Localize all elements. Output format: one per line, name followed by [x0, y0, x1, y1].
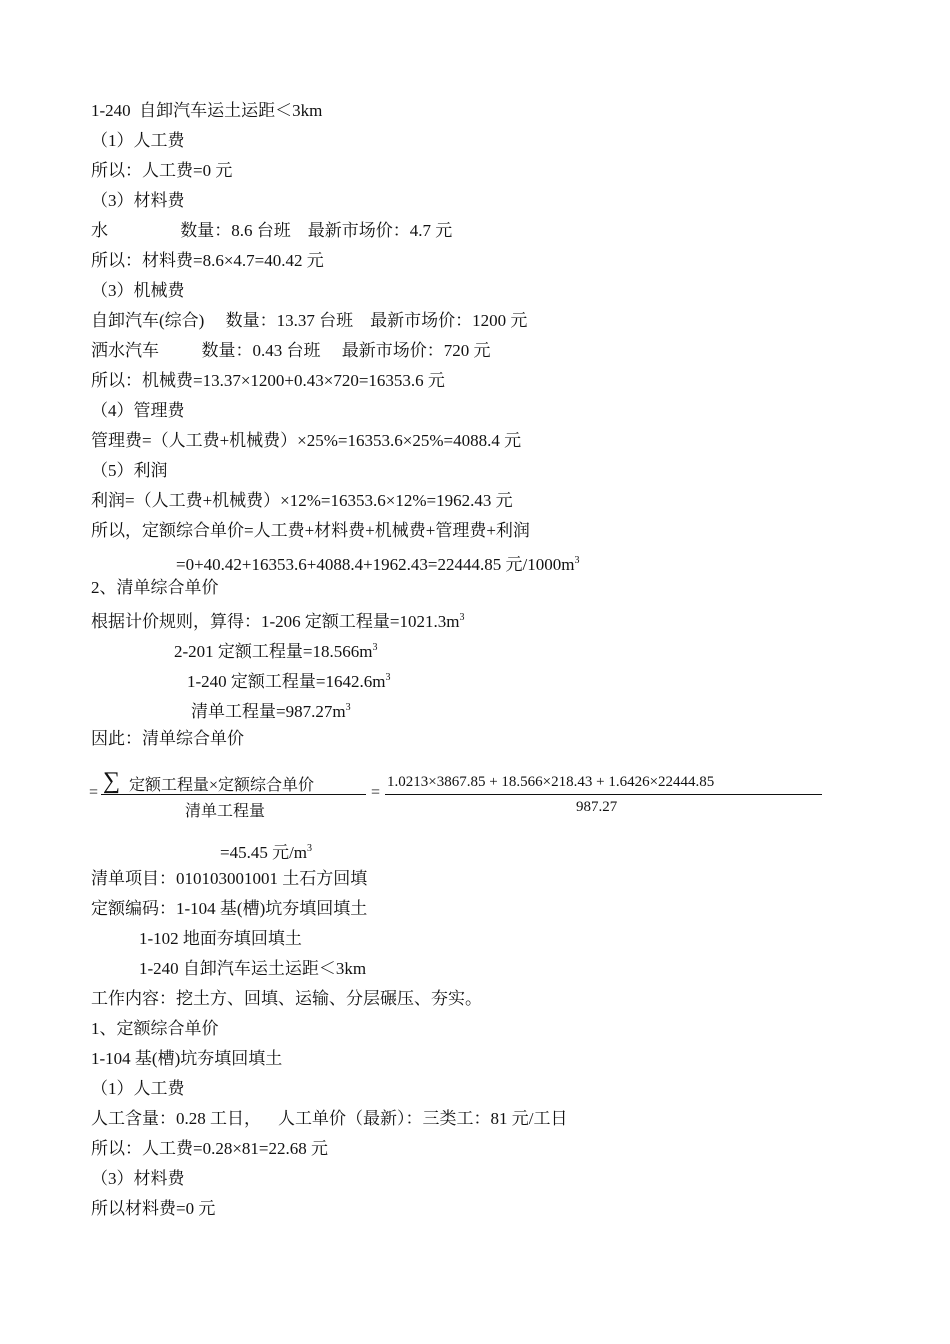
fraction2-denominator: 987.27 — [576, 799, 618, 815]
machine-cost-heading: （3）机械费 — [91, 281, 185, 300]
labor-cost-result-2: 所以：人工费=0.28×81=22.68 元 — [91, 1139, 329, 1158]
bill-quantity: 清单工程量$=987.27m^3$ — [191, 702, 351, 721]
labor-cost-result: 所以：人工费=0 元 — [91, 161, 233, 180]
fraction1-bar — [101, 794, 366, 795]
quantity-2-201: 2-201 定额工程量$=18.566m^3$ — [174, 642, 378, 661]
machine-cost-result: 所以：机械费=13.37×1200+0.43×720=16353.6 元 — [91, 371, 445, 390]
bill-unit-price-result: =45.45 元$/m^3$ — [220, 843, 313, 862]
sprinkler-truck-line: 洒水汽车 数量：0.43 台班 最新市场价：720 元 — [91, 341, 491, 360]
labor-cost-heading: （1）人工费 — [91, 131, 185, 150]
section-2-heading: 2、清单综合单价 — [91, 578, 219, 597]
profit-result: 利润=（人工费+机械费）×12%=16353.6×12%=1962.43 元 — [91, 491, 513, 510]
labor-cost-heading-2: （1）人工费 — [91, 1079, 185, 1098]
bill-item: 清单项目：010103001001 土石方回填 — [91, 869, 368, 888]
equals-sign-2: = — [371, 784, 381, 801]
unit-price-fraction — [89, 766, 829, 822]
unit-price-result: =0+40.42+16353.6+4088.4+1962.43=22444.85 元$/1000m^3$ — [176, 555, 580, 574]
fraction1-numerator: 定额工程量×定额综合单价 — [129, 777, 315, 794]
material-cost-heading-2: （3）材料费 — [91, 1169, 185, 1188]
fraction2-numerator: 1.0213×3867.85 + 18.566×218.43 + 1.6426×22444.85 — [387, 774, 715, 790]
section-1-heading: 1、定额综合单价 — [91, 1019, 219, 1038]
material-cost-heading: （3）材料费 — [91, 191, 185, 210]
unit-price-formula: 所以，定额综合单价=人工费+材料费+机械费+管理费+利润 — [91, 521, 530, 540]
water-line: 水 数量：8.6 台班 最新市场价：4.7 元 — [91, 221, 453, 240]
heading-1-104: 1-104 基(槽)坑夯填回填土 — [91, 1049, 283, 1068]
quota-code-1-102: 1-102 地面夯填回填土 — [139, 929, 302, 948]
profit-heading: （5）利润 — [91, 461, 168, 480]
quota-code-1-240: 1-240 自卸汽车运土运距＜3km — [139, 959, 367, 978]
management-fee-result: 管理费=（人工费+机械费）×25%=16353.6×25%=4088.4 元 — [91, 431, 522, 450]
management-fee-heading: （4）管理费 — [91, 401, 185, 420]
quantity-1-206: 根据计价规则，算得：1-206 定额工程量$=1021.3m^3$ — [91, 612, 465, 631]
fraction1-denominator: 清单工程量 — [185, 803, 266, 820]
dump-truck-line: 自卸汽车(综合) 数量：13.37 台班 最新市场价：1200 元 — [91, 311, 528, 330]
sigma-symbol: ∑ — [103, 768, 121, 794]
labor-content-line: 人工含量：0.28 工日， 人工单价（最新）：三类工：81 元/工日 — [91, 1109, 568, 1128]
therefore-line: 因此：清单综合单价 — [91, 729, 244, 748]
quantity-1-240: 1-240 定额工程量$=1642.6m^3$ — [187, 672, 391, 691]
equals-sign-1: = — [89, 784, 99, 801]
heading-1-240: 1-240 自卸汽车运土运距＜3km — [91, 101, 323, 120]
material-cost-result-2: 所以材料费=0 元 — [91, 1199, 216, 1218]
material-cost-result: 所以：材料费=8.6×4.7=40.42 元 — [91, 251, 324, 270]
fraction2-bar — [385, 794, 822, 795]
quota-code-1-104: 定额编码：1-104 基(槽)坑夯填回填土 — [91, 899, 368, 918]
work-content: 工作内容：挖土方、回填、运输、分层碾压、夯实。 — [91, 989, 482, 1008]
